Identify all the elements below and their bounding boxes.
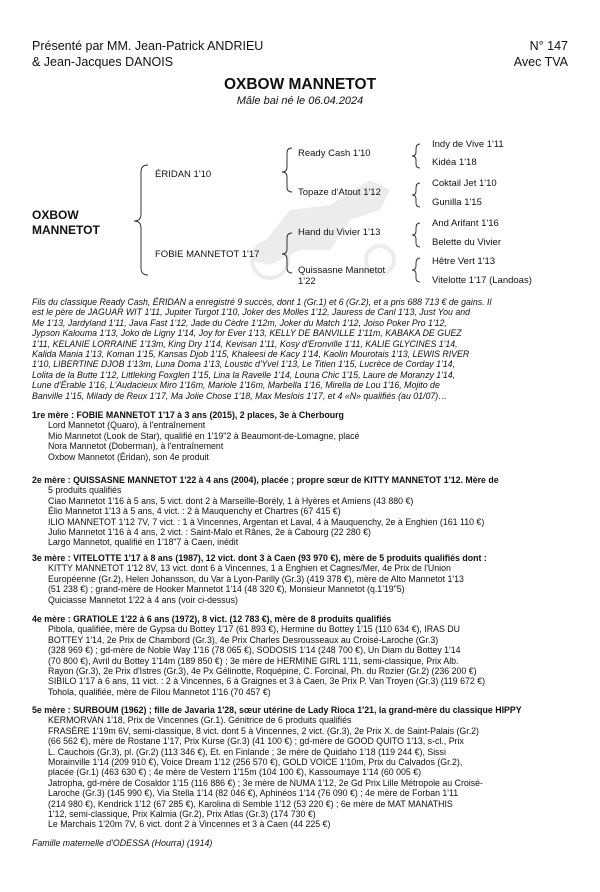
third-dam-section: 3e mère : VITELOTTE 1'17 à 8 ans (1987), 12 vict. dont 3 à Caen (93 970 €), mère de 5 produits qualifiés dont : KITTY MANNETOT 1'12 8V, 13 vict. dont 6 à Vincennes, 1 à Enghien et Cagnes/Mer, 4e Prix de l'Union Européenne (Gr.2), Helen Johansson, du Var à Lyon-Parilly (Gr.3) (419 378 €), mère de Alto Mannetot 1'13 (51 238 €) ; grand-mère de Hooker Mannetot 1'14 (48 320 €), Monsieur Mannetot (q.1'19"5) Quiciasse Mannetot 1'22 à 4 ans (voir ci-dessus)	[32, 553, 572, 605]
produce-row: Le Marchais 1'20m 7V, 6 vict. dont 2 à Vincennes et 3 à Caen (44 225 €)	[48, 819, 331, 830]
second-dam-heading: 2e mère : QUISSASNE MANNETOT 1'22 à 4 ans (2004), placée ; propre sœur de KITTY MANNETOT 1'12. Mère de	[32, 475, 499, 485]
pedigree-ddd: Vitelotte 1'17 (Landoas)	[432, 275, 532, 286]
produce-row: Pibola, qualifiée, mère de Gypsa du Bottey 1'17 (61 893 €), Hermine du Bottey 1'15 (110 634 €), IRAS DU	[48, 624, 460, 635]
pedigree-ssd: Kidéa 1'18	[432, 157, 477, 168]
produce-row: Lord Mannetot (Quaro), à l'entraînement	[48, 420, 206, 431]
produce-row: Oxbow Mannetot (Éridan), son 4e produit	[48, 451, 209, 462]
fourth-dam-section: 4e mère : GRATIOLE 1'22 à 6 ans (1972), 8 vict. (12 783 €), mère de 8 produits qualifiés Pibola, qualifiée, mère de Gypsa du Bottey 1'17 (61 893 €), Hermine du Bottey 1'15 (110 634 €), IRAS DU BOTTEY 1'14, 2e Prix de Chambord (Gr.3), 4e Prix Charles Desrousseaux au Croisé-Laroche (Gr.3) (328 969 €) ; gd-mère de Noble Way 1'16 (78 065 €), SODOSIS 1'14 (248 700 €), Un Diam du Bottey 1'14 (70 800 €), Avril du Bottey 1'14m (189 850 €) ; 3e mère de HERMINE GIRL 1'11, semi-classique, Prix Alb. Rayon (Gr.3), 2e Prix d'Istres (Gr.3), 4e Px Gélinotte, Roquépine, C. Forcinal, Ph. du Rozier (Gr.2) (236 200 €) SIBILO 1'17 à 6 ans, 11 vict. : 2 à Vincennes, 6 à Graignes et 3 à Caen, 3e Prix P. Van Troyen (Gr.3) (119 672 €) Tohola, qualifiée, mère de Filou Mannetot 1'16 (70 457 €)	[32, 614, 572, 697]
presenter-line-2: & Jean-Jacques DANOIS	[32, 55, 174, 69]
produce-row: Ciao Mannetot 1'16 à 5 ans, 5 vict. dont 2 à Marseille-Borély, 1 à Hyères et Amiens (43 880 €)	[48, 495, 414, 506]
produce-row: Largo Mannetot, qualifié en 1'18"7 à Caen, inédit	[48, 537, 239, 548]
produce-row: Jatropha, gd-mère de Cosaldor 1'15 (116 886 €) ; 3e mère de NUMA 1'12, 2e Gd Prix Lille Métropole au Croisé-	[48, 777, 483, 788]
produce-row: Nora Mannetot (Doberman), à l'entraînement	[48, 441, 224, 452]
pedigree-sire: ÉRIDAN 1'10	[155, 169, 212, 180]
produce-row: SIBILO 1'17 à 6 ans, 11 vict. : 2 à Vincennes, 6 à Graignes et 3 à Caen, 3e Prix P. Van Troyen (Gr.3) (119 672 €)	[48, 676, 486, 687]
produce-row: Quiciasse Mannetot 1'22 à 4 ans (voir ci-dessus)	[48, 594, 238, 605]
pedigree-subject-line-2: MANNETOT	[32, 223, 100, 237]
presenter-line-1: Présenté par MM. Jean-Patrick ANDRIEU	[32, 39, 264, 53]
produce-row: Mio Mannetot (Look de Star), qualifié en 1'19"2 à Beaumont-de-Lomagne, placé	[48, 430, 360, 441]
lot-number: N° 147	[529, 39, 568, 53]
produce-row: ILIO MANNETOT 1'12 7V, 7 vict. : 1 à Vincennes, Argentan et Laval, 4 à Mauquenchy, 2e à Enghien (161 110 €)	[48, 516, 485, 527]
first-dam-section	[32, 410, 572, 462]
pedigree-sire-sire: Ready Cash 1'10	[298, 148, 371, 159]
fifth-dam-heading: 5e mère : SURBOUM (1962) ; fille de Javaria 1'28, sœur utérine de Lady Rioca 1'21, la grand-mère du classique HIPPY	[32, 705, 522, 715]
produce-row: FRASÈRE 1'19m 6V, semi-classique, 8 vict. dont 5 à Vincennes, 2 vict. (Gr.3), 2e Prix X. de Saint-Palais (Gr.2)	[48, 725, 479, 736]
produce-row: KITTY MANNETOT 1'12 8V, 13 vict. dont 6 à Vincennes, 1 à Enghien et Cagnes/Mer, 4e Prix de l'Union	[48, 563, 451, 574]
fourth-dam-heading: 4e mère : GRATIOLE 1'22 à 6 ans (1972), 8 vict. (12 783 €), mère de 8 produits qualifiés	[32, 614, 392, 624]
fifth-dam-section: 5e mère : SURBOUM (1962) ; fille de Javaria 1'28, sœur utérine de Lady Rioca 1'21, la grand-mère du classique HIPPY KERMORVAN 1'18, Prix de Vincennes (Gr.1). Génitrice de 6 produits qualifiés FRASÈRE 1'19m 6V, semi-classique, 8 vict. dont 5 à Vincennes, 2 vict. (Gr.3), 2e Prix X. de Saint-Palais (Gr.2) (66 562 €), mère de Rostane 1'17, Prix Kurse (Gr.3) (41 100 €) ; gd-mère de GOOD QUITO 1'13, s-cl., Prix L. Cauchois (Gr.3), pl. (Gr.2) (113 346 €), Et. en Finlande ; 3e mère de Quidaho 1'18 (119 244 €), Sissi Morainville 1'14 (209 910 €), Voice Dream 1'12 (256 570 €), GOLD VOICE 1'10m, Prix du Calvados (Gr.2), placée (Gr.1) (463 630 €) ; 4e mère de Vestern 1'15m (104 100 €), Kassoumaye 1'14 (60 005 €) Jatropha, gd-mère de Cosaldor 1'15 (116 886 €) ; 3e mère de NUMA 1'12, 2e Gd Prix Lille Métropole au Croisé- Laroche (Gr.3) (145 990 €), Via Stella 1'14 (82 046 €), Aphinéos 1'14 (76 090 €) ; 4e mère de Forban 1'11 (214 980 €), Kendrick 1'12 (67 285 €), Karolina di Semble 1'12 (53 220 €) ; 6e mère de MAT MANATHIS 1'12, semi-classique, Prix Kalmia (Gr.2), Prix Atlas (Gr.3) (174 730 €) Le Marchais 1'20m 7V, 6 vict. dont 2 à Vincennes et 3 à Caen (44 225 €)	[32, 705, 572, 830]
second-dam-section: 2e mère : QUISSASNE MANNETOT 1'22 à 4 ans (2004), placée ; propre sœur de KITTY MANNETOT 1'12. Mère de 5 produits qualifiés Ciao Mannetot 1'16 à 5 ans, 5 vict. dont 2 à Marseille-Borély, 1 à Hyères et Amiens (43 880 €) Élio Mannetot 1'13 à 5 ans, 4 vict. : 2 à Mauquenchy et Chartres (67 415 €) ILIO MANNETOT 1'12 7V, 7 vict. : 1 à Vincennes, Argentan et Laval, 4 à Mauquenchy, 2e à Enghien (161 110 €) Julio Mannetot 1'16 à 4 ans, 2 vict. : Saint-Malo et Rânes, 2e à Cabourg (22 280 €) Largo Mannetot, qualifié en 1'18"7 à Caen, inédit	[32, 475, 572, 548]
pedigree-sds: Coktail Jet 1'10	[432, 178, 497, 189]
pedigree-dam-dam-line-2: 1'22	[298, 276, 316, 287]
pedigree-sire-dam: Topaze d'Atout 1'12	[298, 187, 381, 198]
pedigree-dsd: Belette du Vivier	[432, 237, 502, 248]
produce-row: Julio Mannetot 1'16 à 4 ans, 2 vict. : Saint-Malo et Rânes, 2e à Cabourg (22 280 €)	[48, 527, 371, 538]
first-dam-heading: 1re mère : FOBIE MANNETOT 1'17 à 3 ans (2015), 2 places, 3e à Cherbourg	[32, 410, 344, 420]
pedigree-dam: FOBIE MANNETOT 1'17	[155, 249, 260, 260]
maternal-family: Famille maternelle d'ODESSA (Hourra) (1914)	[32, 838, 213, 848]
pedigree-subject-line-1: OXBOW	[32, 208, 79, 222]
horse-subtitle: Mâle bai né le 06.04.2024	[236, 95, 364, 107]
pedigree-dam-dam-line-1: Quissasne Mannetot	[298, 265, 386, 276]
produce-row: Élio Mannetot 1'13 à 5 ans, 4 vict. : 2 à Mauquenchy et Chartres (67 415 €)	[48, 506, 341, 517]
pedigree-dam-sire: Hand du Vivier 1'13	[298, 227, 381, 238]
produce-row: Tohola, qualifiée, mère de Filou Mannetot 1'16 (70 457 €)	[48, 686, 271, 697]
pedigree-dds: Hêtre Vert 1'13	[432, 256, 496, 267]
sire-paragraph: Fils du classique Ready Cash, ÉRIDAN a enregistré 9 succès, dont 1 (Gr.1) et 6 (Gr.2), et a pris 688 713 € de gains. Il est le père de JAGUAR WIT 1'11, Jupiter Turgot 1'10, Joker des Molles 1'12, Jauress de Canl 1'13, Just You and Me 1'13, Jardyland 1'11, Java Fast 1'12, Jade du Cèdre 1'12m, Joker du Match 1'12, Joiso Poker Pro 1'12, Jypson Kalouma 1'13, Joko de Ligny 1'14, Joy for Ever 1'13, KELLY DE BANVILLE 1'11m, KABAKA DE GUEZ 1'11, KELANIE LORRAINE 1'13m, King Dry 1'14, Kevisan 1'11, Kosy d'Eronville 1'11, KALIE GLYCINES 1'14, Kalida Mania 1'13, Koman 1'15, Kansas Djob 1'15, Khaleesi de Kacy 1'14, Kaolin Mourotais 1'13, LEWIS RIVER 1'10, LIBERTINE DJOB 1'13m, Luna Doma 1'13, Loustic d'Yvel 1'13, Le Titien 1'15, Lucrèce de Corday 1'14, Lolita de la Butte 1'12, Littleking Foxglen 1'15, Lina la Ravelle 1'14, Louna Chic 1'15, Laure de Moranzy 1'14, Lune d'Érable 1'16, L'Audacieux Miro 1'16m, Mariole 1'16m, Marbella 1'16, Mirella de Lou 1'16, Mojito de Banville 1'15, Milady de Reux 1'17, Ma Jolie Chose 1'18, Max Meslois 1'17, et 4 «N» qualifiés (au 01/07)…	[32, 297, 492, 401]
horse-name: OXBOW MANNETOT	[223, 76, 377, 93]
pedigree-sss: Indy de Vive 1'11	[432, 139, 504, 150]
tva-label: Avec TVA	[513, 55, 568, 69]
pedigree-dss: And Arifant 1'16	[432, 218, 499, 229]
third-dam-heading: 3e mère : VITELOTTE 1'17 à 8 ans (1987), 12 vict. dont 3 à Caen (93 970 €), mère de 5 produits qualifiés dont :	[32, 553, 487, 563]
pedigree-sdd: Gunilla 1'15	[432, 197, 482, 208]
